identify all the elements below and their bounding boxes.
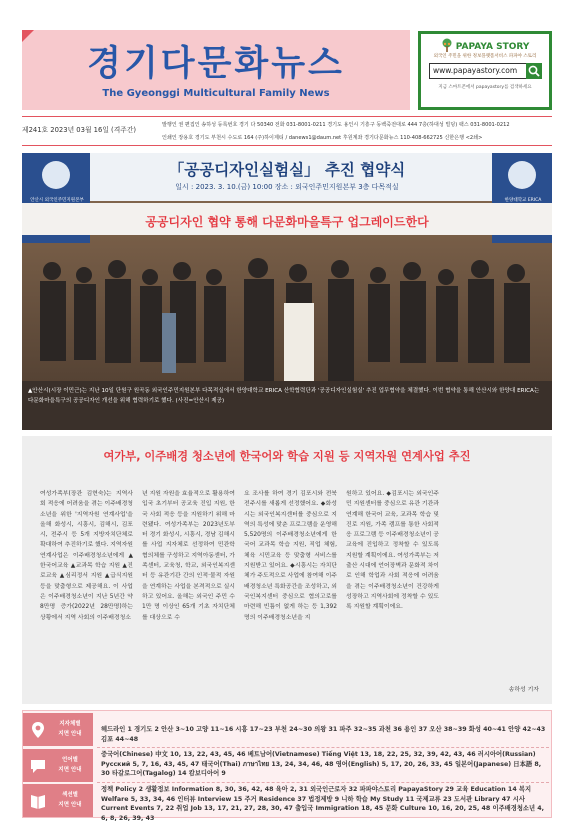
index-divider: [97, 782, 549, 783]
page-index: [22, 710, 552, 822]
papaya-tree-icon: [441, 42, 453, 52]
article: [22, 436, 552, 704]
publisher-info: [162, 119, 554, 145]
regional-index-label-text: 지자체별 지면 안내: [58, 721, 82, 737]
language-index-label-text: 언어별 지면 안내: [58, 757, 82, 773]
article-headline: 여가부, 이주배경 청소년에 한국어와 학습 지원 등 지역자원 연계사업 추진: [103, 450, 471, 463]
newspaper-title: 경기다문화뉴스: [87, 44, 345, 84]
papaya-note: 지금 스마트폰에서 papayastory를 검색하세요: [438, 85, 532, 90]
speech-bubble-icon: [29, 757, 47, 775]
papaya-logo-text: PAPAYA STORY: [455, 42, 530, 52]
banner-title: 「공공디자인실험실」 추진 협약식: [168, 161, 406, 179]
papaya-story-ad[interactable]: [418, 31, 552, 110]
main-photo: [22, 153, 552, 430]
issue-info-bar: [22, 116, 552, 146]
papaya-url-box[interactable]: [429, 63, 542, 79]
photo-headline: 공공디자인 협약 통해 다문화마을특구 업그레이드한다: [145, 215, 429, 229]
publisher-info-line-1: 발행인 권 편집인 송하성 등록번호 경기 다 50340 전화 031-8001-0211 경기도 용인시 기흥구 동백죽전대로 444 7층(하대성 빌딩) 팩스 031-8001-0212: [162, 122, 510, 128]
book-icon: [29, 792, 47, 810]
article-column-3: 요 조사를 하여 경기 김포시와 전북 전주시를 새롭게 선정했어요. ◆화성시는 외국인복지센터를 중심으로 지역의 특성에 맞춘 프로그램을 운영해 5,520명의 이주배경청소년에게 한국어 교과목 학습 지원, 직업 체험, 체육 시민교육 등 맞춤형 서비스를 지원받고 있어요. ◆시흥시는 자치단체가 주도적으로 사업에 참여해 이주배경청소년 특화공간을 조성하고, 외국인복지센터 중심으로 협의고로를 마련해 빈틈이 없게 하는 등 1,392명의 이주배경청소년을 지: [244, 491, 337, 621]
search-icon[interactable]: [526, 63, 542, 79]
banner-date: 일시 : 2023. 3. 10.(금) 10:00 장소 : 외국인주민지원본부 3층 다목적실: [175, 183, 399, 191]
map-pin-icon: [29, 721, 47, 739]
right-logo-text: 한양대학교 ERICA: [504, 198, 542, 203]
article-column-4: 원하고 있어요. ◆김포시는 외국인주민 지원센터를 중심으로 유관 기관과 연계해 한국어 교육, 교과목 학습 및 진로 지원, 가족 캠프를 통한 사회적응 프로그램 등 이주배경청소년이 공교육에 진입하고 정착할 수 있도록 지원할 계획이에요. 여성가족부는 저출산 시대에 언어장벽과 문화적 차이로 인해 학업과 사회 적응에 어려움을 겪는 이주배경청소년이 건강하게 성장하고 지역사회에 정착할 수 있도록 지원할 계획이에요.: [346, 491, 439, 611]
photo-caption: ▲안산시(시장 이민근)는 지난 10일 단원구 원곡동 외국인주민지원본부 다목적실에서 한양대학교 ERICA 산학협력단과 '공공디자인실험실' 추진 업무협약을 체결했다. 이번 협약을 통해 안산시와 한양대 ERICA는 다문화마을특구의 공공디자인 개선을 위해 협력하기로 했다. (사진=안산시 제공): [28, 388, 540, 404]
article-column-2: 년 지원 자원을 효율적으로 활용하여 입국 초기부터 공교육 진입 지원, 한국 사회 적응 등을 지원하기 위해 마련됐다. 여성가족부는 2023년도부터 경기 화성시, 시흥시, 경남 김해시를 사업 지자체로 선정하여 민관학 협의체를 구성하고 지역아동센터, 가족센터, 교육청, 학교, 외국인복지센터 등 유관기관 간의 인적·물적 자원을 연계하는 사업을 본격적으로 실시하고 있어요. 올해는 외국인 주민 수 1만 명 이상인 65개 기초 자치단체를 대상으로 수: [142, 491, 235, 621]
section-index-label-text: 섹션별 지면 안내: [58, 792, 82, 808]
papaya-logo: [421, 38, 549, 52]
masthead: [22, 30, 410, 110]
papaya-url-text: www.papayastory.com: [433, 66, 518, 75]
publisher-info-line-2: 인쇄인 장용호 경기도 부천시 수도로 164 (주)하이제티 / danews1@daum.net 후원계좌 경기다문화뉴스 110-408-662725 신한은행 <2쇄>: [162, 135, 483, 141]
left-logo-text: 안산시 외국인주민지원본부: [30, 198, 84, 203]
section-index-text: 정책 Policy 2 생활정보 Information 8, 30, 36, 42, 48 육아 2, 31 외국인근로자 32 파파야스토리 PapayaStory 29 교육 Education 14 복지 Welfare 5, 33, 34, 46 인터뷰 Interview 15 주거 Residence 37 법정제방 9 니하 학습 My Study 11 국제교류 23 도서관 Library 47 시사 Current Events 7, 22 취업 Job 13, 17, 21, 27, 28, 30, 47 출입국 Immigration 18, 45 문화 Culture 10, 16, 20, 25, 48 이주배경청소년 4, 6, 8, 26, 39, 43: [101, 786, 545, 822]
language-index-text: 중국어(Chinese) 中文 10, 13, 22, 43, 45, 46 베트남어(Vietnamese) Tiếng Việt 13, 18, 22, 25, 32, 39, 42, 43, 46 러시아어(Russian) Русский 5, 7, 16, 43, 45, 47 태국어(Thai) ภาษาไทย 13, 24, 34, 46, 48 영어(English) 5, 17, 20, 26, 33, 45 일본어(Japanese) 日本語 8, 30 타갈로그어(Tagalog) 14 캄보디아어 9: [101, 751, 542, 777]
newspaper-subtitle: The Gyeonggi Multicultural Family News: [102, 88, 330, 99]
language-index-label: [23, 749, 93, 782]
regional-index-label: [23, 713, 93, 746]
issue-number: 제241호 2023년 03월 16일 (격주간): [22, 126, 137, 134]
section-index-label: [23, 784, 93, 817]
papaya-tagline: 외국인 주민을 위한 정보플랫폼서비스 파파야 스토리: [433, 54, 537, 59]
article-byline: 송하성 기자: [508, 687, 539, 693]
article-column-1: 여성가족부(장관 김현숙)는 지역사회 적응에 어려움을 겪는 이주배경청소년을 위한 '지역자원 연계사업'을 올해 화성시, 시흥시, 김해시, 김포시, 전주시 등 5개 지방자치단체로 확대하여 추진하기로 했다. 지역자원 연계사업은 이주배경청소년에게 ▲한국어교육 ▲교과목 학습 지원 ▲진로교육 ▲심리정서 지원 ▲급식지원 등을 맞춤형으로 제공해요. 이 사업은 이주배경청소년이 지난 5년간 약 8만명 증가(2022년 28만명)하는 상황에서 지역 사회의 이주배경청소: [40, 491, 133, 621]
index-divider: [97, 747, 549, 748]
regional-index-text: 헤드라인 1 경기도 2 안산 3~10 고양 11~16 시흥 17~23 부천 24~30 의왕 31 파주 32~35 과천 36 용인 37 오산 38~39 화성 40~41 안양 42~43 김포 44~48: [101, 726, 546, 743]
